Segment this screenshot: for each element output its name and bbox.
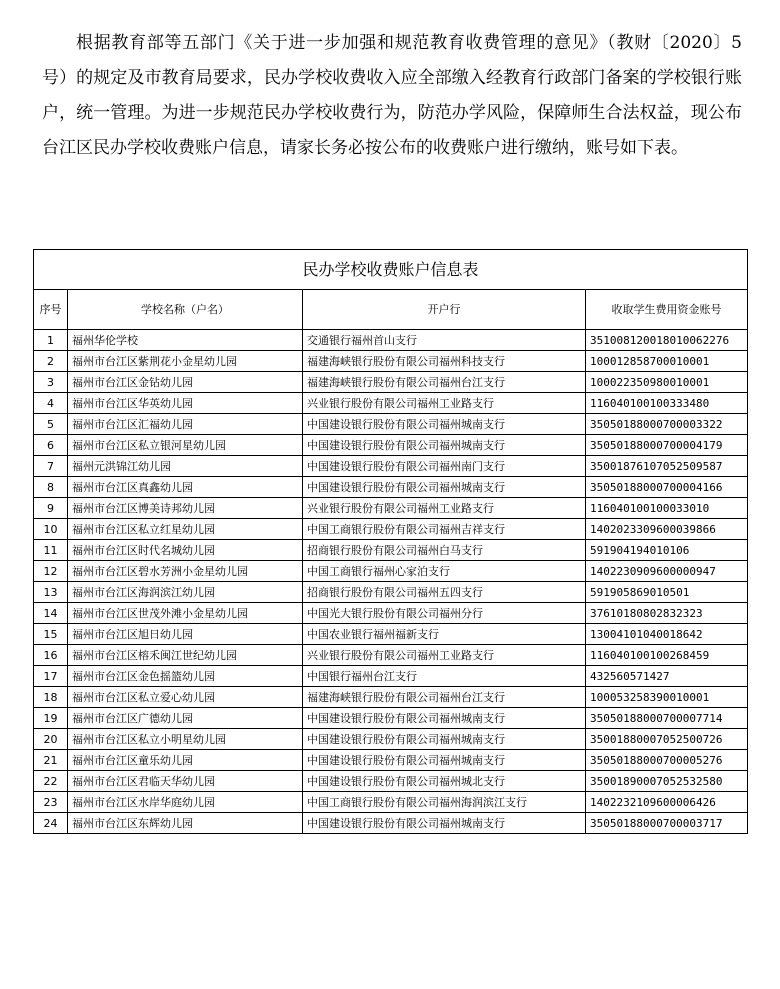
cell-school-name: 福州市台江区私立红星幼儿园	[68, 519, 303, 540]
cell-seq: 7	[34, 456, 68, 477]
cell-bank: 中国工商银行福州心家泊支行	[303, 561, 586, 582]
cell-account: 116040100100333480	[586, 393, 748, 414]
header-school-name: 学校名称（户名）	[68, 290, 303, 330]
cell-bank: 中国光大银行股份有限公司福州分行	[303, 603, 586, 624]
cell-account: 100022350980010001	[586, 372, 748, 393]
table-row	[34, 414, 748, 435]
cell-account: 37610180802832323	[586, 603, 748, 624]
cell-account: 1402232109600006426	[586, 792, 748, 813]
cell-school-name: 福州市台江区世茂外滩小金星幼儿园	[68, 603, 303, 624]
cell-seq: 14	[34, 603, 68, 624]
cell-bank: 中国建设银行股份有限公司福州城南支行	[303, 435, 586, 456]
cell-account: 1402230909600000947	[586, 561, 748, 582]
cell-bank: 中国农业银行福州福新支行	[303, 624, 586, 645]
cell-bank: 福建海峡银行股份有限公司福州台江支行	[303, 372, 586, 393]
cell-school-name: 福州市台江区广德幼儿园	[68, 708, 303, 729]
cell-school-name: 福州市台江区金钻幼儿园	[68, 372, 303, 393]
table-row	[34, 456, 748, 477]
cell-seq: 21	[34, 750, 68, 771]
table-row	[34, 708, 748, 729]
cell-account: 591905869010501	[586, 582, 748, 603]
cell-bank: 招商银行股份有限公司福州白马支行	[303, 540, 586, 561]
cell-seq: 15	[34, 624, 68, 645]
table-header-row	[34, 290, 748, 330]
cell-school-name: 福州市台江区时代名城幼儿园	[68, 540, 303, 561]
cell-seq: 24	[34, 813, 68, 834]
cell-seq: 20	[34, 729, 68, 750]
cell-bank: 招商银行股份有限公司福州五四支行	[303, 582, 586, 603]
account-info-table	[33, 249, 748, 834]
cell-school-name: 福州市台江区海润滨江幼儿园	[68, 582, 303, 603]
cell-bank: 兴业银行股份有限公司福州工业路支行	[303, 393, 586, 414]
table-row	[34, 393, 748, 414]
cell-school-name: 福州市台江区私立银河星幼儿园	[68, 435, 303, 456]
cell-seq: 13	[34, 582, 68, 603]
cell-school-name: 福州华伦学校	[68, 330, 303, 351]
cell-seq: 5	[34, 414, 68, 435]
cell-bank: 中国建设银行股份有限公司福州城南支行	[303, 750, 586, 771]
cell-seq: 3	[34, 372, 68, 393]
cell-school-name: 福州市台江区水岸华庭幼儿园	[68, 792, 303, 813]
cell-bank: 兴业银行股份有限公司福州工业路支行	[303, 645, 586, 666]
cell-seq: 12	[34, 561, 68, 582]
cell-seq: 11	[34, 540, 68, 561]
cell-school-name: 福州市台江区汇福幼儿园	[68, 414, 303, 435]
table-row	[34, 750, 748, 771]
table-row	[34, 813, 748, 834]
cell-school-name: 福州市台江区旭日幼儿园	[68, 624, 303, 645]
cell-bank: 中国银行福州台江支行	[303, 666, 586, 687]
table-row	[34, 519, 748, 540]
cell-school-name: 福州市台江区碧水芳洲小金星幼儿园	[68, 561, 303, 582]
cell-school-name: 福州市台江区私立小明星幼儿园	[68, 729, 303, 750]
cell-school-name: 福州元洪锦江幼儿园	[68, 456, 303, 477]
cell-account: 432560571427	[586, 666, 748, 687]
cell-bank: 中国建设银行股份有限公司福州城南支行	[303, 708, 586, 729]
cell-seq: 18	[34, 687, 68, 708]
table-row	[34, 792, 748, 813]
table-row	[34, 540, 748, 561]
cell-seq: 9	[34, 498, 68, 519]
header-account: 收取学生费用资金账号	[586, 290, 748, 330]
cell-seq: 10	[34, 519, 68, 540]
cell-account: 100053258390010001	[586, 687, 748, 708]
table-row	[34, 771, 748, 792]
cell-school-name: 福州市台江区君临天华幼儿园	[68, 771, 303, 792]
cell-seq: 2	[34, 351, 68, 372]
table-row	[34, 330, 748, 351]
table-row	[34, 603, 748, 624]
cell-school-name: 福州市台江区紫荆花小金星幼儿园	[68, 351, 303, 372]
cell-account: 35050188000700004179	[586, 435, 748, 456]
intro-paragraph: 根据教育部等五部门《关于进一步加强和规范教育收费管理的意见》（教财〔2020〕5号）的规定及市教育局要求，民办学校收费收入应全部缴入经教育行政部门备案的学校银行账户，统一管理。为进一步规范民办学校收费行为，防范办学风险，保障师生合法权益，现公布台江区民办学校收费账户信息，请家长务必按公布的收费账户进行缴纳，账号如下表。	[42, 33, 742, 158]
cell-account: 35050188000700007714	[586, 708, 748, 729]
table-row	[34, 624, 748, 645]
cell-bank: 中国工商银行股份有限公司福州吉祥支行	[303, 519, 586, 540]
cell-seq: 6	[34, 435, 68, 456]
table-body	[34, 330, 748, 834]
cell-bank: 中国建设银行股份有限公司福州城南支行	[303, 813, 586, 834]
table-row	[34, 645, 748, 666]
cell-account: 100012858700010001	[586, 351, 748, 372]
table-row	[34, 477, 748, 498]
cell-bank: 兴业银行股份有限公司福州工业路支行	[303, 498, 586, 519]
cell-bank: 福建海峡银行股份有限公司福州台江支行	[303, 687, 586, 708]
cell-school-name: 福州市台江区童乐幼儿园	[68, 750, 303, 771]
cell-school-name: 福州市台江区东辉幼儿园	[68, 813, 303, 834]
cell-account: 1402023309600039866	[586, 519, 748, 540]
cell-seq: 17	[34, 666, 68, 687]
cell-account: 35050188000700005276	[586, 750, 748, 771]
cell-school-name: 福州市台江区华英幼儿园	[68, 393, 303, 414]
cell-account: 13004101040018642	[586, 624, 748, 645]
cell-bank: 中国建设银行股份有限公司福州城南支行	[303, 477, 586, 498]
cell-school-name: 福州市台江区私立爱心幼儿园	[68, 687, 303, 708]
table-row	[34, 435, 748, 456]
cell-school-name: 福州市台江区真鑫幼儿园	[68, 477, 303, 498]
cell-account: 35050188000700004166	[586, 477, 748, 498]
cell-account: 35050188000700003717	[586, 813, 748, 834]
table-row	[34, 498, 748, 519]
cell-seq: 8	[34, 477, 68, 498]
cell-bank: 中国工商银行股份有限公司福州海润滨江支行	[303, 792, 586, 813]
cell-school-name: 福州市台江区博美诗邦幼儿园	[68, 498, 303, 519]
table-row	[34, 666, 748, 687]
cell-seq: 16	[34, 645, 68, 666]
cell-account: 116040100100268459	[586, 645, 748, 666]
header-seq: 序号	[34, 290, 68, 330]
table-row	[34, 687, 748, 708]
cell-account: 35001876107052509587	[586, 456, 748, 477]
cell-seq: 1	[34, 330, 68, 351]
cell-account: 351008120018010062276	[586, 330, 748, 351]
cell-school-name: 福州市台江区金色摇篮幼儿园	[68, 666, 303, 687]
cell-account: 116040100100033010	[586, 498, 748, 519]
table-row	[34, 582, 748, 603]
cell-account: 591904194010106	[586, 540, 748, 561]
table-row	[34, 729, 748, 750]
table-row	[34, 561, 748, 582]
cell-school-name: 福州市台江区榕禾闽江世纪幼儿园	[68, 645, 303, 666]
cell-seq: 23	[34, 792, 68, 813]
cell-bank: 中国建设银行股份有限公司福州城南支行	[303, 729, 586, 750]
table-title: 民办学校收费账户信息表	[34, 250, 748, 290]
cell-seq: 19	[34, 708, 68, 729]
cell-bank: 中国建设银行股份有限公司福州城南支行	[303, 414, 586, 435]
cell-bank: 交通银行福州首山支行	[303, 330, 586, 351]
cell-account: 35050188000700003322	[586, 414, 748, 435]
cell-bank: 中国建设银行股份有限公司福州城北支行	[303, 771, 586, 792]
table-row	[34, 351, 748, 372]
cell-seq: 4	[34, 393, 68, 414]
cell-account: 35001880007052500726	[586, 729, 748, 750]
cell-account: 35001890007052532580	[586, 771, 748, 792]
cell-bank: 福建海峡银行股份有限公司福州科技支行	[303, 351, 586, 372]
cell-seq: 22	[34, 771, 68, 792]
table-row	[34, 372, 748, 393]
cell-bank: 中国建设银行股份有限公司福州南门支行	[303, 456, 586, 477]
header-bank: 开户行	[303, 290, 586, 330]
account-table-container	[33, 249, 747, 834]
